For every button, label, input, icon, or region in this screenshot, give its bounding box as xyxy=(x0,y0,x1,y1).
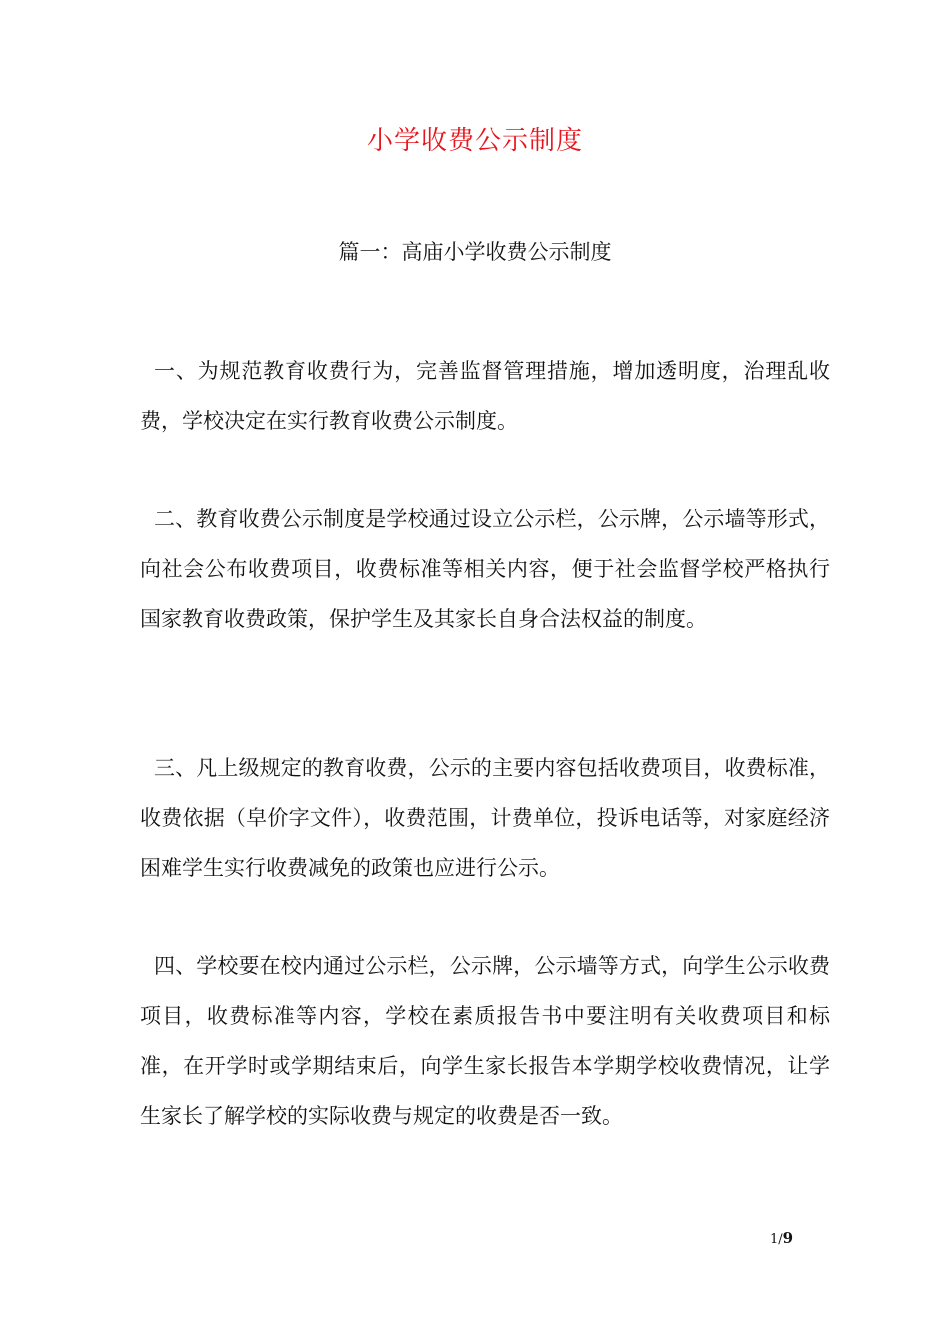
paragraph-2: 二、教育收费公示制度是学校通过设立公示栏，公示牌，公示墙等形式，向社会公布收费项目，收费标准等相关内容，便于社会监督学校严格执行国家教育收费政策，保护学生及其家长自身合法权益的制度。 xyxy=(140,507,830,631)
page-number xyxy=(770,1228,793,1250)
page-current: 1/ xyxy=(770,1232,783,1247)
page-total: 9 xyxy=(782,1229,794,1247)
paragraph-4: 四、学校要在校内通过公示栏，公示牌，公示墙等方式，向学生公示收费项目，收费标准等内容，学校在素质报告书中要注明有关收费项目和标准，在开学时或学期结束后，向学生家长报告本学期学校收费情况，让学生家长了解学校的实际收费与规定的收费是否一致。 xyxy=(140,954,830,1128)
paragraph-1: 一、为规范教育收费行为，完善监督管理措施，增加透明度，治理乱收费，学校决定在实行教育收费公示制度。 xyxy=(140,359,830,433)
document-title: 小学收费公示制度 xyxy=(366,126,583,157)
section-subtitle: 篇一：高庙小学收费公示制度 xyxy=(338,240,612,264)
paragraph-3: 三、凡上级规定的教育收费，公示的主要内容包括收费项目，收费标准，收费依据（皁价字文件），收费范围，计费单位，投诉电话等，对家庭经济困难学生实行收费减免的政策也应进行公示。 xyxy=(140,756,830,880)
